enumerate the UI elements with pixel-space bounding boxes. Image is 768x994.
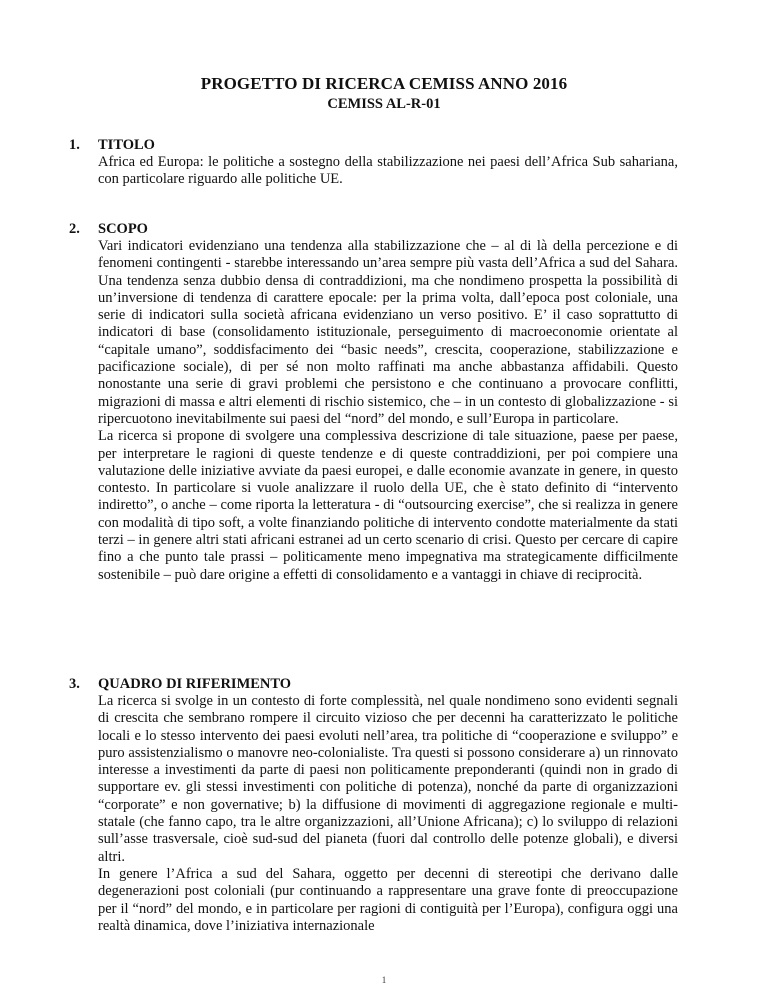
section-heading: SCOPO [98,221,148,237]
section-quadro-di-riferimento [69,676,678,935]
document-title: PROGETTO DI RICERCA CEMISS ANNO 2016 [200,74,568,93]
section-scopo [69,221,678,584]
section-number: 2. [69,221,80,237]
section-body [98,693,678,935]
section-titolo [69,137,678,189]
paragraph: Africa ed Europa: le politiche a sostegno della stabilizzazione nei paesi dell’Africa Sub sahariana, con particolare riguardo alle politiche UE. [98,154,678,188]
section-number: 3. [69,676,80,692]
paragraph: La ricerca si propone di svolgere una complessiva descrizione di tale situazione, paese per paese, per interpretare le ragioni di queste tendenze e di queste contraddizioni, per poi compiere una valutazione delle iniziative avviate da paesi europei, e dalle economie avanzate in genere, in questo contesto. In particolare si vuole analizzare il ruolo della UE, che è stato definito di “intervento indiretto”, o anche – come riporta la letteratura - di “outsourcing exercise”, che si realizza in genere con modalità di tipo soft, a volte finanziando politiche di intervento condotte materialmente da stati terzi – in genere altri stati africani estranei ad un certo scenario di crisi. Questo per cercare di capire fino a che punto tale prassi – politicamente meno impegnativa ma strategicamente difficilmente sostenibile – può dare origine a effetti di consolidamento e a vantaggi in chiave di reciprocità. [98,428,678,583]
document-code: CEMISS AL-R-01 [327,96,441,112]
section-body [98,238,678,584]
section-number: 1. [69,137,80,153]
section-heading: QUADRO DI RIFERIMENTO [98,676,292,692]
paragraph: In genere l’Africa a sud del Sahara, oggetto per decenni di stereotipi che derivano dalle degenerazioni post coloniali (pur continuando a rappresentare una grave fonte di preoccupazione per il “nord” del mondo, e in particolare per ragioni di contiguità per l’Europa), configura oggi una realtà dinamica, dove l’iniziativa internazionale [98,865,678,934]
section-heading: TITOLO [98,137,155,153]
paragraph: Vari indicatori evidenziano una tendenza alla stabilizzazione che – al di là della percezione e di fenomeni contingenti - starebbe interessando un’area sempre più vasta dell’Africa a sud del Sahara. Una tendenza senza dubbio densa di contraddizioni, ma che nondimeno prospetta la possibilità di un’inversione di tendenza di carattere epocale: per la prima volta, dall’epoca post coloniale, una serie di indicatori sulla società africana evidenziano un verso positivo. E’ il caso soprattutto di indicatori di base (consolidamento istituzionale, perseguimento di macroeconomie orientate al “capitale umano”, soddisfacimento dei “basic needs”, crescita, cooperazione, stabilizzazione e pacificazione sociale), di per sé non molto raffinati ma anche abbastanza affidabili. Questo nonostante una serie di gravi problemi che persistono e che continuano a provocare conflitti, migrazioni di massa e altri elementi di rischio sistemico, che – in un contesto di globalizzazione - si ripercuotono inevitabilmente sui paesi del “nord” del mondo, e sull’Europa in particolare. [98,238,678,427]
page-number: 1 [381,975,387,985]
paragraph: La ricerca si svolge in un contesto di forte complessità, nel quale nondimeno sono evidenti segnali di crescita che sembrano rompere il circuito vizioso che per decenni ha caratterizzato le politiche locali e lo stesso intervento dei paesi evoluti nell’area, tra politiche di “cooperazione e sviluppo” e puro assistenzialismo o manovre neo-colonialiste. Tra questi si possono considerare a) un rinnovato interesse a investimenti da parte di paesi non politicamente preponderanti (quindi non in grado di supportare ev. gli stessi investimenti con politiche di potenza), nonché da parte di organizzazioni “corporate” e non governative; b) la diffusione di movimenti di aggregazione regionale e multi-statale (che fanno capo, tra le altre organizzazioni, all’Unione Africana); c) lo sviluppo di relazioni sull’asse trasversale, cioè sud-sud del pianeta (fuori dal controllo delle potenze globali), e diversi altri. [98,693,678,865]
section-body [98,154,678,189]
